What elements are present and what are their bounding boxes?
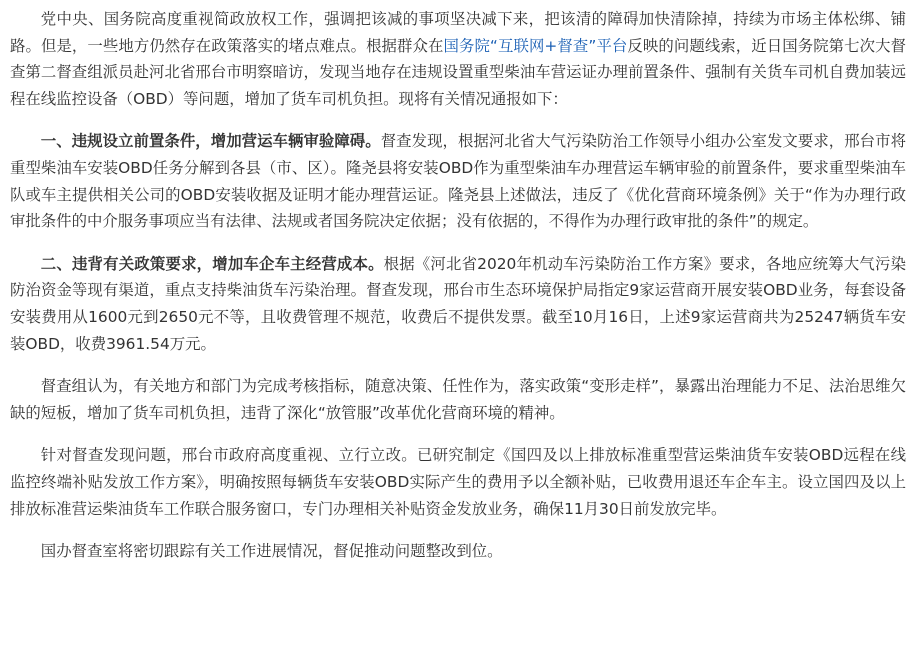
issue-one-body: 督查发现，根据河北省大气污染防治工作领导小组办公室发文要求，邢台市将重型柴油车安装OBD任务分解到各县（市、区）。隆尧县将安装OBD作为重型柴油车办理营运车辆审验的前置条件，要求重型柴油车队或车主提供相关公司的OBD安装收据及证明才能办理营运证。隆尧县上述做法，违反了《优化营商环境条例》关于“作为办理行政审批条件的中介服务事项应当有法律、法规或者国务院决定依据；没有依据的，不得作为办理行政审批的条件”的规定。 [10, 132, 906, 231]
issue-two-paragraph [10, 251, 906, 357]
rectification-paragraph: 针对督查发现问题，邢台市政府高度重视、立行立改。已研究制定《国四及以上排放标准重型营运柴油货车安装OBD远程在线监控终端补贴发放工作方案》，明确按照每辆货车安装OBD实际产生的费用予以全额补贴，已收费用退还车企车主。设立国四及以上排放标准营运柴油货车工作联合服务窗口，专门办理相关补贴资金发放业务，确保11月30日前发放完毕。 [10, 446, 906, 518]
issue-two-heading: 二、违背有关政策要求，增加车企车主经营成本。 [40, 254, 384, 273]
issue-one-paragraph [10, 128, 906, 234]
follow-up-paragraph: 国办督查室将密切跟踪有关工作进展情况，督促推动问题整改到位。 [40, 542, 503, 561]
intro-paragraph [10, 6, 906, 112]
issue-two-body: 根据《河北省2020年机动车污染防治工作方案》要求，各地应统筹大气污染防治资金等现有渠道，重点支持柴油货车污染治理。督查发现，邢台市生态环境保护局指定9家运营商开展安装OBD业务，每套设备安装费用从1600元到2650元不等，且收费管理不规范，收费后不提供发票。截至10月16日，上述9家运营商共为25247辆货车安装OBD，收费3961.54万元。 [10, 254, 906, 353]
intro-text-b: 反映的问题线索，近日国务院第七次大督查第二督查组派员赴河北省邢台市明察暗访，发现当地存在违规设置重型柴油车营运证办理前置条件、强制有关货车司机自费加装远程在线监控设备（OBD）等问题，增加了货车司机负担。现将有关情况通报如下： [10, 36, 906, 108]
intro-text-a: 党中央、国务院高度重视简政放权工作，强调把该减的事项坚决减下来，把该清的障碍加快清除掉，持续为市场主体松绑、铺路。但是，一些地方仍然存在政策落实的堵点难点。根据群众在 [10, 10, 906, 55]
issue-one-heading: 一、违规设立前置条件，增加营运车辆审验障碍。 [40, 132, 381, 151]
assessment-paragraph: 督查组认为，有关地方和部门为完成考核指标，随意决策、任性作为，落实政策“变形走样”，暴露出治理能力不足、法治思维欠缺的短板，增加了货车司机负担，违背了深化“放管服”改革优化营商环境的精神。 [10, 377, 906, 422]
internet-supervision-platform-link[interactable]: 国务院“互联网+督查”平台 [443, 36, 628, 55]
